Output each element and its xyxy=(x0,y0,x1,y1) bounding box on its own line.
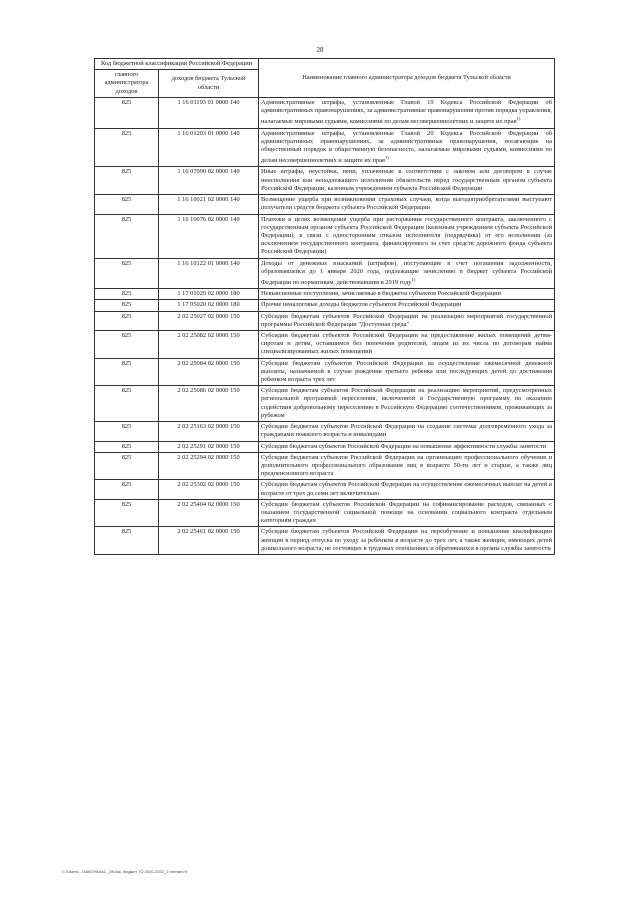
income-name-cell xyxy=(259,331,555,359)
admin-column-header: главного администратора доходов xyxy=(95,70,159,98)
income-name-cell xyxy=(259,289,555,300)
table-row xyxy=(95,452,555,480)
admin-code-cell: 825 xyxy=(95,452,159,480)
income-code-cell: 1 16 01203 01 0000 140 xyxy=(159,128,259,167)
table-row xyxy=(95,358,555,386)
budget-table xyxy=(94,58,555,555)
income-name-text: Субсидии бюджетам субъектов Российской Федерации на создание системы долговременного ухода за гражданами пожилого возраста и инвалидами xyxy=(261,423,553,439)
table-row xyxy=(95,97,555,128)
table-row xyxy=(95,527,555,555)
page-number: 28 xyxy=(316,46,324,54)
income-name-cell xyxy=(259,258,555,289)
income-name-text: Доходы от денежных взысканий (штрафов), поступающие в счет погашения задолженности, образовавшейся до 1 января 2020 года, подлежащие зачислению в бюджет субъекта Российской Федерации по нормативам, действовавшим в 2019 году xyxy=(261,259,553,287)
income-name-text: Субсидии бюджетам субъектов Российской Федерации на переобучение и повышение квалификации женщин в период отпуска по уходу за ребенком в возрасте до трех лет, а также женщин, имеющих детей дошкольного возраста, не состоящих в трудовых отношениях и обратившихся в органы службы занятости xyxy=(261,528,553,552)
admin-code-cell: 825 xyxy=(95,358,159,386)
admin-code-cell: 825 xyxy=(95,128,159,167)
table-row xyxy=(95,422,555,441)
admin-code-cell: 825 xyxy=(95,195,159,214)
income-name-text: Субсидии бюджетам субъектов Российской Федерации на организацию профессионального обучения и дополнительного профессионального образования лиц в возрасте 50-ти лет и старше, а также лиц предпенсионного возраста xyxy=(261,453,553,478)
income-name-cell xyxy=(259,300,555,311)
table-row xyxy=(95,441,555,452)
income-column-header: доходов бюджета Тульской области xyxy=(159,70,259,98)
income-code-cell: 2 02 25086 02 0000 150 xyxy=(159,386,259,422)
income-name-cell xyxy=(259,311,555,330)
income-name-text: Субсидии бюджетам субъектов Российской Федерации на повышение эффективности службы занятости xyxy=(261,442,547,450)
kbk-group-header: Код бюджетной классификации Российской Федерации xyxy=(95,59,259,70)
admin-code-cell: 825 xyxy=(95,258,159,289)
income-code-cell: 2 02 25084 02 0000 150 xyxy=(159,358,259,386)
income-code-cell: 2 02 25027 02 0000 150 xyxy=(159,311,259,330)
admin-code-cell: 825 xyxy=(95,300,159,311)
income-name-cell xyxy=(259,499,555,527)
table-row xyxy=(95,289,555,300)
income-code-cell: 1 17 05020 02 0000 180 xyxy=(159,300,259,311)
income-name-text: Возмещение ущерба при возникновении страховых случаев, когда выгодоприобретателями выступают получатели средств бюджета субъекта Российской Федерации xyxy=(261,196,553,212)
income-name-cell xyxy=(259,452,555,480)
income-name-cell xyxy=(259,97,555,128)
admin-code-cell: 825 xyxy=(95,480,159,499)
income-name-text: Субсидии бюджетам субъектов Российской Федерации на реализацию мероприятий, предусмотренных региональной программой переселения, включенной в Государственную программу по оказанию содействия добровольному переселению в Российскую Федерацию соотечественников, проживающих за рубежом xyxy=(261,387,553,419)
table-row xyxy=(95,386,555,422)
admin-code-cell: 825 xyxy=(95,311,159,330)
income-code-cell: 2 02 25404 02 0000 150 xyxy=(159,499,259,527)
income-name-cell xyxy=(259,422,555,441)
income-name-text: Прочие неналоговые доходы бюджетов субъектов Российской Федерации xyxy=(261,301,462,309)
table-row xyxy=(95,300,555,311)
income-code-cell: 2 02 25294 02 0000 150 xyxy=(159,452,259,480)
income-code-cell: 1 16 01193 01 0000 140 xyxy=(159,97,259,128)
income-name-text: Субсидии бюджетам субъектов Российской Федерации на софинансирование расходов, связанных с оказанием государственной социальной помощи на основании социального контракта отдельным категориям граждан xyxy=(261,500,553,525)
income-code-cell: 2 02 25461 02 0000 150 xyxy=(159,527,259,555)
table-row xyxy=(95,167,555,195)
income-name-text: Субсидии бюджетам субъектов Российской Федерации на осуществление ежемесячных выплат на детей в возрасте от трех до семи лет включительно xyxy=(261,481,553,497)
footnote-mark: 1) xyxy=(385,155,389,161)
income-name-text: Субсидии бюджетам субъектов Российской Федерации на осуществление ежемесячной денежной выплаты, назначаемой в случае рождения третьего ребенка или последующих детей до достижения ребенком возраста трех лет xyxy=(261,359,553,384)
income-code-cell: 1 16 10021 02 0000 140 xyxy=(159,195,259,214)
table-row xyxy=(95,480,555,499)
income-name-text: Административные штрафы, установленные Главой 19 Кодекса Российской Федерации об административных правонарушениях, за административные правонарушения против порядка управления, налагаемые мировыми судьями, комиссиями по делам несовершеннолетних и защите их прав xyxy=(261,98,553,126)
income-name-cell xyxy=(259,386,555,422)
admin-code-cell: 825 xyxy=(95,331,159,359)
admin-code-cell: 825 xyxy=(95,499,159,527)
income-code-cell: 1 16 07090 02 0000 140 xyxy=(159,167,259,195)
file-path-footer: C:\Users\...\ЗАКОНЫ\АС_19\Зак. бюджет ТО 2020-2022_2 чтение.rtf xyxy=(62,869,187,874)
table-row xyxy=(95,128,555,167)
income-name-cell xyxy=(259,527,555,555)
admin-code-cell: 825 xyxy=(95,97,159,128)
admin-code-cell: 825 xyxy=(95,527,159,555)
income-name-text: Административные штрафы, установленные Главой 20 Кодекса Российской Федерации об административных правонарушениях, за административные правонарушения, посягающие на общественный порядок и общественную безопасность, налагаемые мировыми судьями, комиссиями по делам несовершеннолетних и защите их прав xyxy=(261,129,553,165)
income-name-cell xyxy=(259,214,555,258)
admin-code-cell: 825 xyxy=(95,214,159,258)
income-name-cell xyxy=(259,167,555,195)
income-code-cell: 1 16 10076 02 0000 140 xyxy=(159,214,259,258)
income-name-cell xyxy=(259,195,555,214)
footnote-mark: 1) xyxy=(411,276,416,282)
income-name-text: Невыясненные поступления, зачисляемые в бюджеты субъектов Российской Федерации xyxy=(261,290,501,298)
income-code-cell: 2 02 25302 02 0000 150 xyxy=(159,480,259,499)
income-name-cell xyxy=(259,358,555,386)
admin-code-cell: 825 xyxy=(95,422,159,441)
income-name-text: Субсидии бюджетам субъектов Российской Федерации на предоставление жилых помещений детям-сиротам и детям, оставшимся без попечения родителей, лицам из их числа по договорам найма специализированных жилых помещений xyxy=(261,332,553,356)
table-row xyxy=(95,195,555,214)
income-name-text: Платежи в целях возмещения ущерба при расторжении государственного контракта, заключенного с государственным органом субъекта Российской Федерации (казенным учреждением субъекта Российской Федерации), в связи с односторонним отказом исполнителя (подрядчика) от его исполнения (за исключением государственного контракта, финансируемого за счет средств дорожного фонда субъекта Российской Федерации) xyxy=(261,215,553,256)
income-code-cell: 1 16 10122 01 0000 140 xyxy=(159,258,259,289)
admin-code-cell: 825 xyxy=(95,386,159,422)
income-name-cell xyxy=(259,441,555,452)
income-name-cell xyxy=(259,128,555,167)
table-row xyxy=(95,331,555,359)
admin-code-cell: 825 xyxy=(95,441,159,452)
income-code-cell: 2 02 25163 02 0000 150 xyxy=(159,422,259,441)
income-name-text: Иные штрафы, неустойки, пени, уплаченные в соответствии с законом или договором в случае неисполнения или ненадлежащего исполнения обязательств перед государственным органом субъекта Российской Федерации, казенным учреждением субъекта Российской Федерации xyxy=(261,168,553,192)
income-code-cell: 2 02 25291 02 0000 150 xyxy=(159,441,259,452)
footnote-mark: 1) xyxy=(516,116,521,122)
income-name-text: Субсидии бюджетам субъектов Российской Федерации на реализацию мероприятий государственной программы Российской Федерации "Доступная среда" xyxy=(261,312,553,328)
income-code-cell: 1 17 01020 02 0000 180 xyxy=(159,289,259,300)
admin-code-cell: 825 xyxy=(95,167,159,195)
income-name-cell xyxy=(259,480,555,499)
income-code-cell: 2 02 25082 02 0000 150 xyxy=(159,331,259,359)
table-row xyxy=(95,499,555,527)
name-column-header: Наименование главного администратора доходов бюджета Тульской области xyxy=(259,59,555,98)
table-row xyxy=(95,311,555,330)
admin-code-cell: 825 xyxy=(95,289,159,300)
table-row xyxy=(95,214,555,258)
table-row xyxy=(95,258,555,289)
